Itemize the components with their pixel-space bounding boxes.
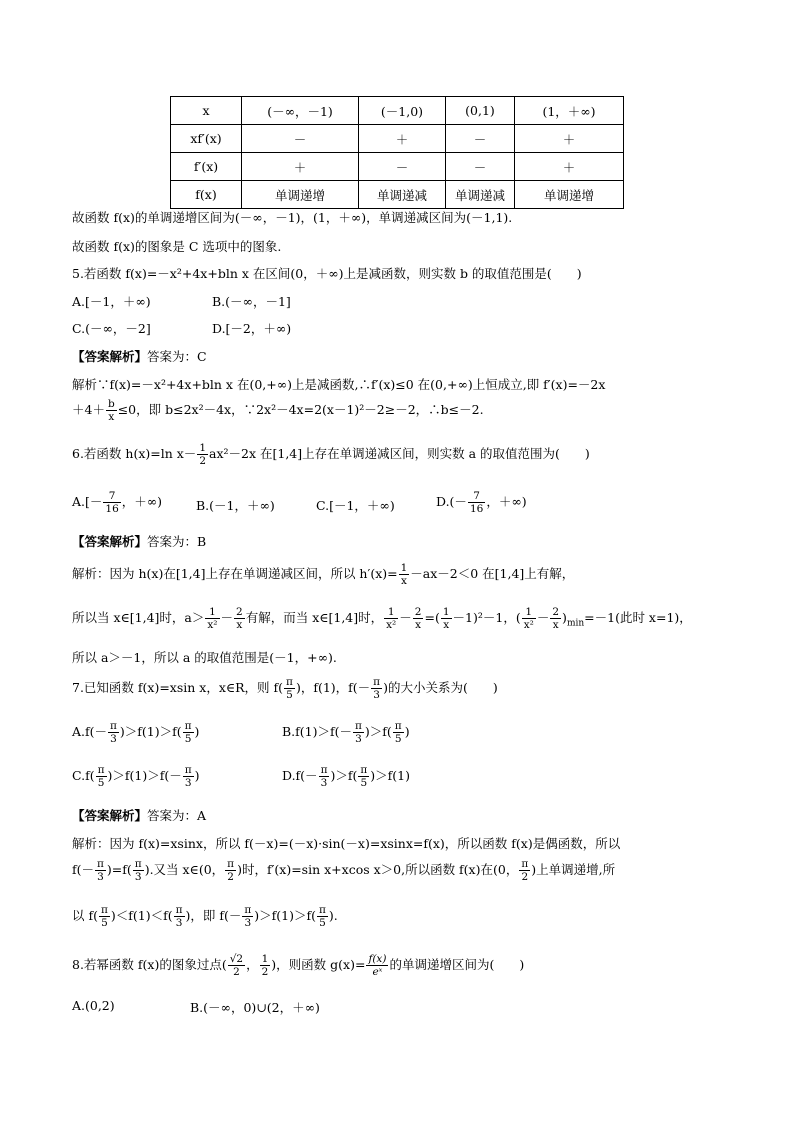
fraction bbox=[108, 720, 119, 745]
q8-option-b: B.(－∞，0)∪(2，＋∞) bbox=[190, 1000, 320, 1015]
fraction bbox=[228, 953, 245, 978]
fraction-den: 3 bbox=[355, 733, 362, 745]
text-span: )的大小关系为( ) bbox=[383, 680, 498, 695]
fraction-den: 5 bbox=[360, 777, 368, 789]
fraction-den: 3 bbox=[110, 733, 117, 745]
fraction-den: 2 bbox=[199, 455, 206, 467]
q7-option-b bbox=[282, 720, 410, 745]
fraction bbox=[103, 490, 120, 515]
table-cell: ＋ bbox=[515, 125, 624, 153]
text-span: ＋4＋ bbox=[72, 402, 105, 417]
fraction-num: π bbox=[394, 720, 402, 732]
question-8 bbox=[72, 952, 524, 978]
fraction-num: 1 bbox=[205, 606, 219, 619]
q7-explanation-3 bbox=[72, 904, 338, 929]
fraction-den: 3 bbox=[97, 871, 104, 883]
fraction-num: π bbox=[97, 764, 105, 776]
q6-explanation-3: 所以 a＞－1，所以 a 的取值范围是(－1，+∞). bbox=[72, 650, 337, 665]
fraction bbox=[133, 858, 144, 883]
fraction-num: √2 bbox=[229, 953, 244, 965]
q5-option-c: C.(－∞，－2] bbox=[72, 321, 151, 336]
text-span: ) bbox=[404, 724, 410, 739]
fraction-den: x bbox=[552, 619, 559, 631]
text-span: =( bbox=[424, 610, 440, 625]
text-span: ) bbox=[562, 610, 567, 625]
q6-explanation-2 bbox=[72, 606, 692, 636]
fraction bbox=[519, 858, 530, 883]
fraction-num: 7 bbox=[468, 490, 485, 503]
table-cell: － bbox=[242, 125, 359, 153]
fraction bbox=[393, 720, 404, 745]
fraction-num: 2 bbox=[414, 606, 422, 618]
fraction-num: π bbox=[320, 764, 328, 776]
text-span: )＞f(1)＞f( bbox=[119, 724, 182, 739]
fraction bbox=[95, 858, 106, 883]
text-span: ax²－2x 在[1,4]上存在单调递减区间，则实数 a 的取值范围为( ) bbox=[209, 446, 590, 461]
table-header-row bbox=[171, 97, 624, 125]
fraction bbox=[205, 606, 219, 631]
conclusion-line-1: 故函数 f(x)的单调递增区间为(－∞，－1)，(1，＋∞)，单调递减区间为(－1,1). bbox=[72, 210, 513, 225]
answer-tag: 【答案解析】 bbox=[72, 349, 148, 364]
table-row bbox=[171, 181, 624, 209]
table-cell: 单调递增 bbox=[242, 181, 359, 209]
fraction bbox=[225, 858, 236, 883]
table-row bbox=[171, 125, 624, 153]
fraction bbox=[183, 764, 194, 789]
text-span: )＞f(1)＞f( bbox=[254, 908, 316, 923]
fraction-num: 2 bbox=[552, 606, 560, 618]
text-span: 所以当 x∈[1,4]时，a＞ bbox=[72, 610, 205, 625]
fraction bbox=[106, 398, 117, 423]
q7-option-d bbox=[282, 764, 410, 789]
table-cell: ＋ bbox=[359, 125, 446, 153]
q6-option-a bbox=[72, 490, 162, 515]
subscript-min: min bbox=[566, 618, 585, 629]
text-span: )，则函数 g(x)= bbox=[271, 957, 366, 972]
q5-answer bbox=[72, 347, 207, 365]
fraction-num: f(x) bbox=[368, 953, 387, 965]
fraction bbox=[183, 720, 194, 745]
fraction-den: 3 bbox=[320, 777, 328, 789]
fraction bbox=[399, 562, 410, 587]
table-cell: － bbox=[446, 125, 515, 153]
fraction-den: 2 bbox=[521, 871, 529, 883]
q7-option-c bbox=[72, 764, 200, 789]
text-span: 6.若函数 h(x)=ln x－ bbox=[72, 446, 197, 461]
fraction-num: 1 bbox=[522, 606, 536, 619]
table-cell: x bbox=[171, 97, 242, 125]
text-span: －ax－2＜0 在[1,4]上有解， bbox=[410, 566, 575, 581]
text-span: A.[－ bbox=[72, 494, 103, 509]
fraction bbox=[366, 953, 388, 978]
fraction-num: π bbox=[184, 720, 192, 732]
question-7 bbox=[72, 676, 498, 701]
fraction-num: π bbox=[373, 676, 381, 688]
fraction bbox=[371, 676, 382, 701]
fraction-den: eˣ bbox=[372, 966, 383, 978]
text-span: 的单调递增区间为( ) bbox=[389, 957, 525, 972]
question-5: 5.若函数 f(x)=－x²+4x+bln x 在区间(0，＋∞)上是减函数，则实数 b 的取值范围是( ) bbox=[72, 266, 582, 281]
fraction bbox=[197, 442, 208, 467]
text-span: ≤0，即 b≤2x²－4x，∵2x²－4x=2(x－1)²－2≥－2，∴b≤－2. bbox=[117, 402, 484, 417]
fraction-num: π bbox=[360, 764, 368, 776]
q7-option-a bbox=[72, 720, 199, 745]
sign-table bbox=[170, 96, 624, 209]
text-span: － bbox=[536, 610, 550, 625]
text-span: )，f(1)，f(－ bbox=[295, 680, 371, 695]
fraction-den: 3 bbox=[175, 917, 183, 929]
fraction-num: 7 bbox=[103, 490, 120, 503]
q5-explanation-1: 解析∵f(x)=－x²+4x+bln x 在(0,+∞)上是减函数,∴f′(x)≤0 在(0,+∞)上恒成立,即 f′(x)=－2x bbox=[72, 377, 606, 392]
fraction-den: x bbox=[236, 619, 243, 631]
fraction bbox=[384, 606, 398, 631]
table-cell: ＋ bbox=[242, 153, 359, 181]
fraction bbox=[174, 904, 185, 929]
q6-option-c: C.[－1，＋∞) bbox=[316, 498, 395, 513]
text-span: D.(－ bbox=[436, 494, 467, 509]
fraction-den: x bbox=[415, 619, 422, 631]
fraction-num: π bbox=[244, 904, 252, 916]
table-cell: － bbox=[446, 153, 515, 181]
table-cell: xf′(x) bbox=[171, 125, 242, 153]
fraction-den: 5 bbox=[101, 917, 108, 929]
text-span: )＞f(1)＞f(－ bbox=[107, 768, 182, 783]
fraction bbox=[468, 490, 485, 515]
text-span: 以 f( bbox=[72, 908, 98, 923]
fraction-den: 2 bbox=[227, 871, 234, 883]
fraction-den: x² bbox=[386, 619, 397, 631]
fraction-den: x bbox=[108, 411, 115, 423]
fraction-den: 5 bbox=[184, 733, 192, 745]
text-span: B.f(1)＞f(－ bbox=[282, 724, 352, 739]
fraction bbox=[522, 606, 536, 631]
fraction-den: 16 bbox=[469, 503, 484, 515]
table-cell: (－1,0) bbox=[359, 97, 446, 125]
fraction-num: π bbox=[355, 720, 362, 732]
fraction bbox=[441, 606, 452, 631]
fraction bbox=[317, 904, 328, 929]
q7-explanation-2 bbox=[72, 858, 615, 883]
fraction-den: 5 bbox=[97, 777, 105, 789]
fraction-num: 1 bbox=[199, 442, 206, 454]
question-6 bbox=[72, 442, 590, 467]
q5-option-b: B.(－∞，－1] bbox=[212, 294, 291, 309]
fraction bbox=[234, 606, 245, 631]
table-cell: f′(x) bbox=[171, 153, 242, 181]
fraction-den: 5 bbox=[394, 733, 402, 745]
table-row bbox=[171, 153, 624, 181]
q8-option-a: A.(0,2) bbox=[72, 998, 115, 1013]
table-cell: (－∞，－1) bbox=[242, 97, 359, 125]
table-cell: f(x) bbox=[171, 181, 242, 209]
q6-option-b: B.(－1，＋∞) bbox=[196, 498, 275, 513]
answer-tag: 【答案解析】 bbox=[72, 808, 148, 823]
table-cell: ＋ bbox=[515, 153, 624, 181]
text-span: ， bbox=[246, 957, 259, 972]
answer-text: 答案为：C bbox=[147, 349, 207, 364]
text-span: A.f(－ bbox=[72, 724, 108, 739]
text-span: ，＋∞) bbox=[486, 494, 527, 509]
fraction-den: 5 bbox=[319, 917, 326, 929]
fraction-num: π bbox=[184, 764, 192, 776]
text-span: ) bbox=[194, 768, 200, 783]
answer-tag: 【答案解析】 bbox=[72, 534, 148, 549]
fraction-den: 2 bbox=[261, 966, 269, 978]
fraction-den: x² bbox=[523, 619, 534, 631]
fraction-den: x bbox=[400, 575, 407, 587]
q6-explanation-1 bbox=[72, 562, 574, 587]
fraction-den: x² bbox=[207, 619, 218, 631]
table-cell: 单调递增 bbox=[515, 181, 624, 209]
text-span: ).又当 x∈(0， bbox=[144, 862, 225, 877]
table-cell: 单调递减 bbox=[359, 181, 446, 209]
table-cell: 单调递减 bbox=[446, 181, 515, 209]
fraction-num: π bbox=[175, 904, 183, 916]
fraction-num: π bbox=[134, 858, 142, 870]
fraction-num: π bbox=[227, 858, 235, 870]
fraction bbox=[242, 904, 253, 929]
fraction bbox=[260, 953, 271, 978]
fraction-den: 3 bbox=[134, 871, 142, 883]
q6-answer bbox=[72, 532, 206, 550]
text-span: )=f( bbox=[106, 862, 132, 877]
fraction bbox=[319, 764, 330, 789]
fraction-den: 3 bbox=[244, 917, 252, 929]
fraction-num: 1 bbox=[261, 953, 269, 965]
text-span: )上单调递增,所 bbox=[531, 862, 616, 877]
text-span: )＜f(1)＜f( bbox=[110, 908, 173, 923]
fraction bbox=[96, 764, 107, 789]
q6-option-d bbox=[436, 490, 527, 515]
text-span: － bbox=[399, 610, 412, 625]
q5-option-a: A.[－1，＋∞) bbox=[72, 294, 151, 309]
answer-text: 答案为：A bbox=[147, 808, 207, 823]
text-span: 8.若幂函数 f(x)的图象过点( bbox=[72, 957, 227, 972]
text-span: )＞f(1) bbox=[370, 768, 410, 783]
q5-explanation-2 bbox=[72, 398, 484, 423]
text-span: C.f( bbox=[72, 768, 95, 783]
fraction bbox=[413, 606, 424, 631]
fraction-num: b bbox=[107, 398, 115, 410]
fraction-num: π bbox=[110, 720, 117, 732]
text-span: 解析：因为 h(x)在[1,4]上存在单调递减区间，所以 h′(x)= bbox=[72, 566, 398, 581]
text-span: ，＋∞) bbox=[121, 494, 163, 509]
fraction-num: 1 bbox=[384, 606, 398, 619]
conclusion-line-2: 故函数 f(x)的图象是 C 选项中的图象. bbox=[72, 239, 282, 254]
fraction-num: π bbox=[319, 904, 326, 916]
text-span: D.f(－ bbox=[282, 768, 318, 783]
text-span: )，即 f(－ bbox=[185, 908, 242, 923]
text-span: )＞f( bbox=[364, 724, 392, 739]
text-span: －1)²－1，( bbox=[452, 610, 521, 625]
text-span: )＞f( bbox=[330, 768, 358, 783]
fraction-num: π bbox=[521, 858, 529, 870]
q7-answer bbox=[72, 806, 206, 824]
fraction-den: 16 bbox=[105, 503, 119, 515]
fraction bbox=[358, 764, 369, 789]
table-cell: － bbox=[359, 153, 446, 181]
fraction-den: x bbox=[443, 619, 450, 631]
q7-explanation-1: 解析：因为 f(x)=xsinx，所以 f(－x)=(－x)·sin(－x)=xsinx=f(x)，所以函数 f(x)是偶函数，所以 bbox=[72, 836, 621, 851]
fraction-den: 3 bbox=[184, 777, 192, 789]
text-span: 有解，而当 x∈[1,4]时， bbox=[245, 610, 384, 625]
fraction bbox=[99, 904, 110, 929]
text-span: － bbox=[220, 610, 234, 625]
fraction-den: 5 bbox=[286, 689, 293, 701]
fraction bbox=[284, 676, 295, 701]
q5-option-d: D.[－2，＋∞) bbox=[212, 321, 292, 336]
fraction-num: π bbox=[100, 904, 108, 916]
text-span: =－1(此时 x=1)， bbox=[584, 610, 692, 625]
text-span: 7.已知函数 f(x)=xsin x，x∈R，则 f( bbox=[72, 680, 284, 695]
fraction-num: 2 bbox=[236, 606, 243, 618]
fraction-num: 1 bbox=[400, 562, 408, 574]
text-span: )时，f′(x)=sin x+xcos x＞0,所以函数 f(x)在(0， bbox=[237, 862, 519, 877]
table-cell: (0,1) bbox=[446, 97, 515, 125]
text-span: ) bbox=[194, 724, 200, 739]
fraction-num: π bbox=[286, 676, 293, 688]
text-span: f(－ bbox=[72, 862, 95, 877]
fraction-num: 1 bbox=[442, 606, 450, 618]
fraction-den: 3 bbox=[373, 689, 380, 701]
fraction-num: π bbox=[97, 858, 104, 870]
fraction bbox=[550, 606, 561, 631]
fraction-den: 2 bbox=[233, 966, 240, 978]
fraction bbox=[353, 720, 364, 745]
answer-text: 答案为：B bbox=[147, 534, 207, 549]
text-span: ). bbox=[328, 908, 338, 923]
table-cell: (1，＋∞) bbox=[515, 97, 624, 125]
